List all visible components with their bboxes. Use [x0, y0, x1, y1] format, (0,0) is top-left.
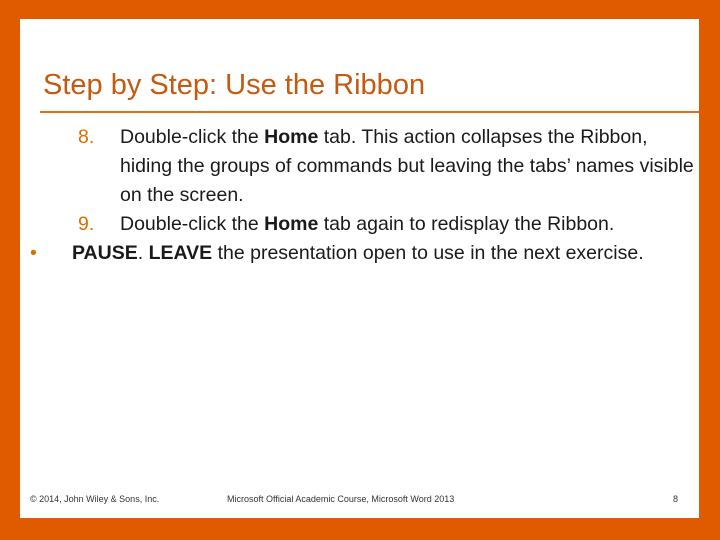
slide-body — [20, 123, 699, 268]
bullet-text: . — [137, 242, 149, 264]
step-text-suffix: tab again to redisplay the Ribbon. — [318, 213, 615, 235]
step-number: 8. — [78, 126, 95, 148]
bullet-marker: • — [30, 242, 37, 264]
bullet-text: the presentation open to use in the next exercise. — [212, 242, 644, 264]
slide — [20, 19, 699, 518]
bullet-bold-leave: LEAVE — [148, 242, 213, 264]
step-item-8 — [20, 123, 699, 210]
footer-copyright: © 2014, John Wiley & Sons, Inc. — [30, 494, 160, 504]
step-text-suffix: tab. This action collapses the Ribbon, hiding the groups of commands but leaving the tabs’ names visible on the screen. — [120, 126, 694, 206]
footer-page-number: 8 — [672, 494, 678, 504]
step-text-bold: Home — [264, 126, 319, 148]
step-text-prefix: Double-click the — [120, 126, 265, 148]
step-text-prefix: Double-click the — [120, 213, 265, 235]
footer-course: Microsoft Official Academic Course, Microsoft Word 2013 — [227, 494, 455, 504]
step-item-9 — [20, 210, 699, 239]
step-text-bold: Home — [264, 213, 319, 235]
step-number: 9. — [78, 213, 95, 235]
bullet-item — [20, 239, 699, 268]
slide-title: Step by Step: Use the Ribbon — [43, 69, 426, 101]
bullet-bold-pause: PAUSE — [72, 242, 138, 264]
title-divider — [40, 111, 699, 113]
